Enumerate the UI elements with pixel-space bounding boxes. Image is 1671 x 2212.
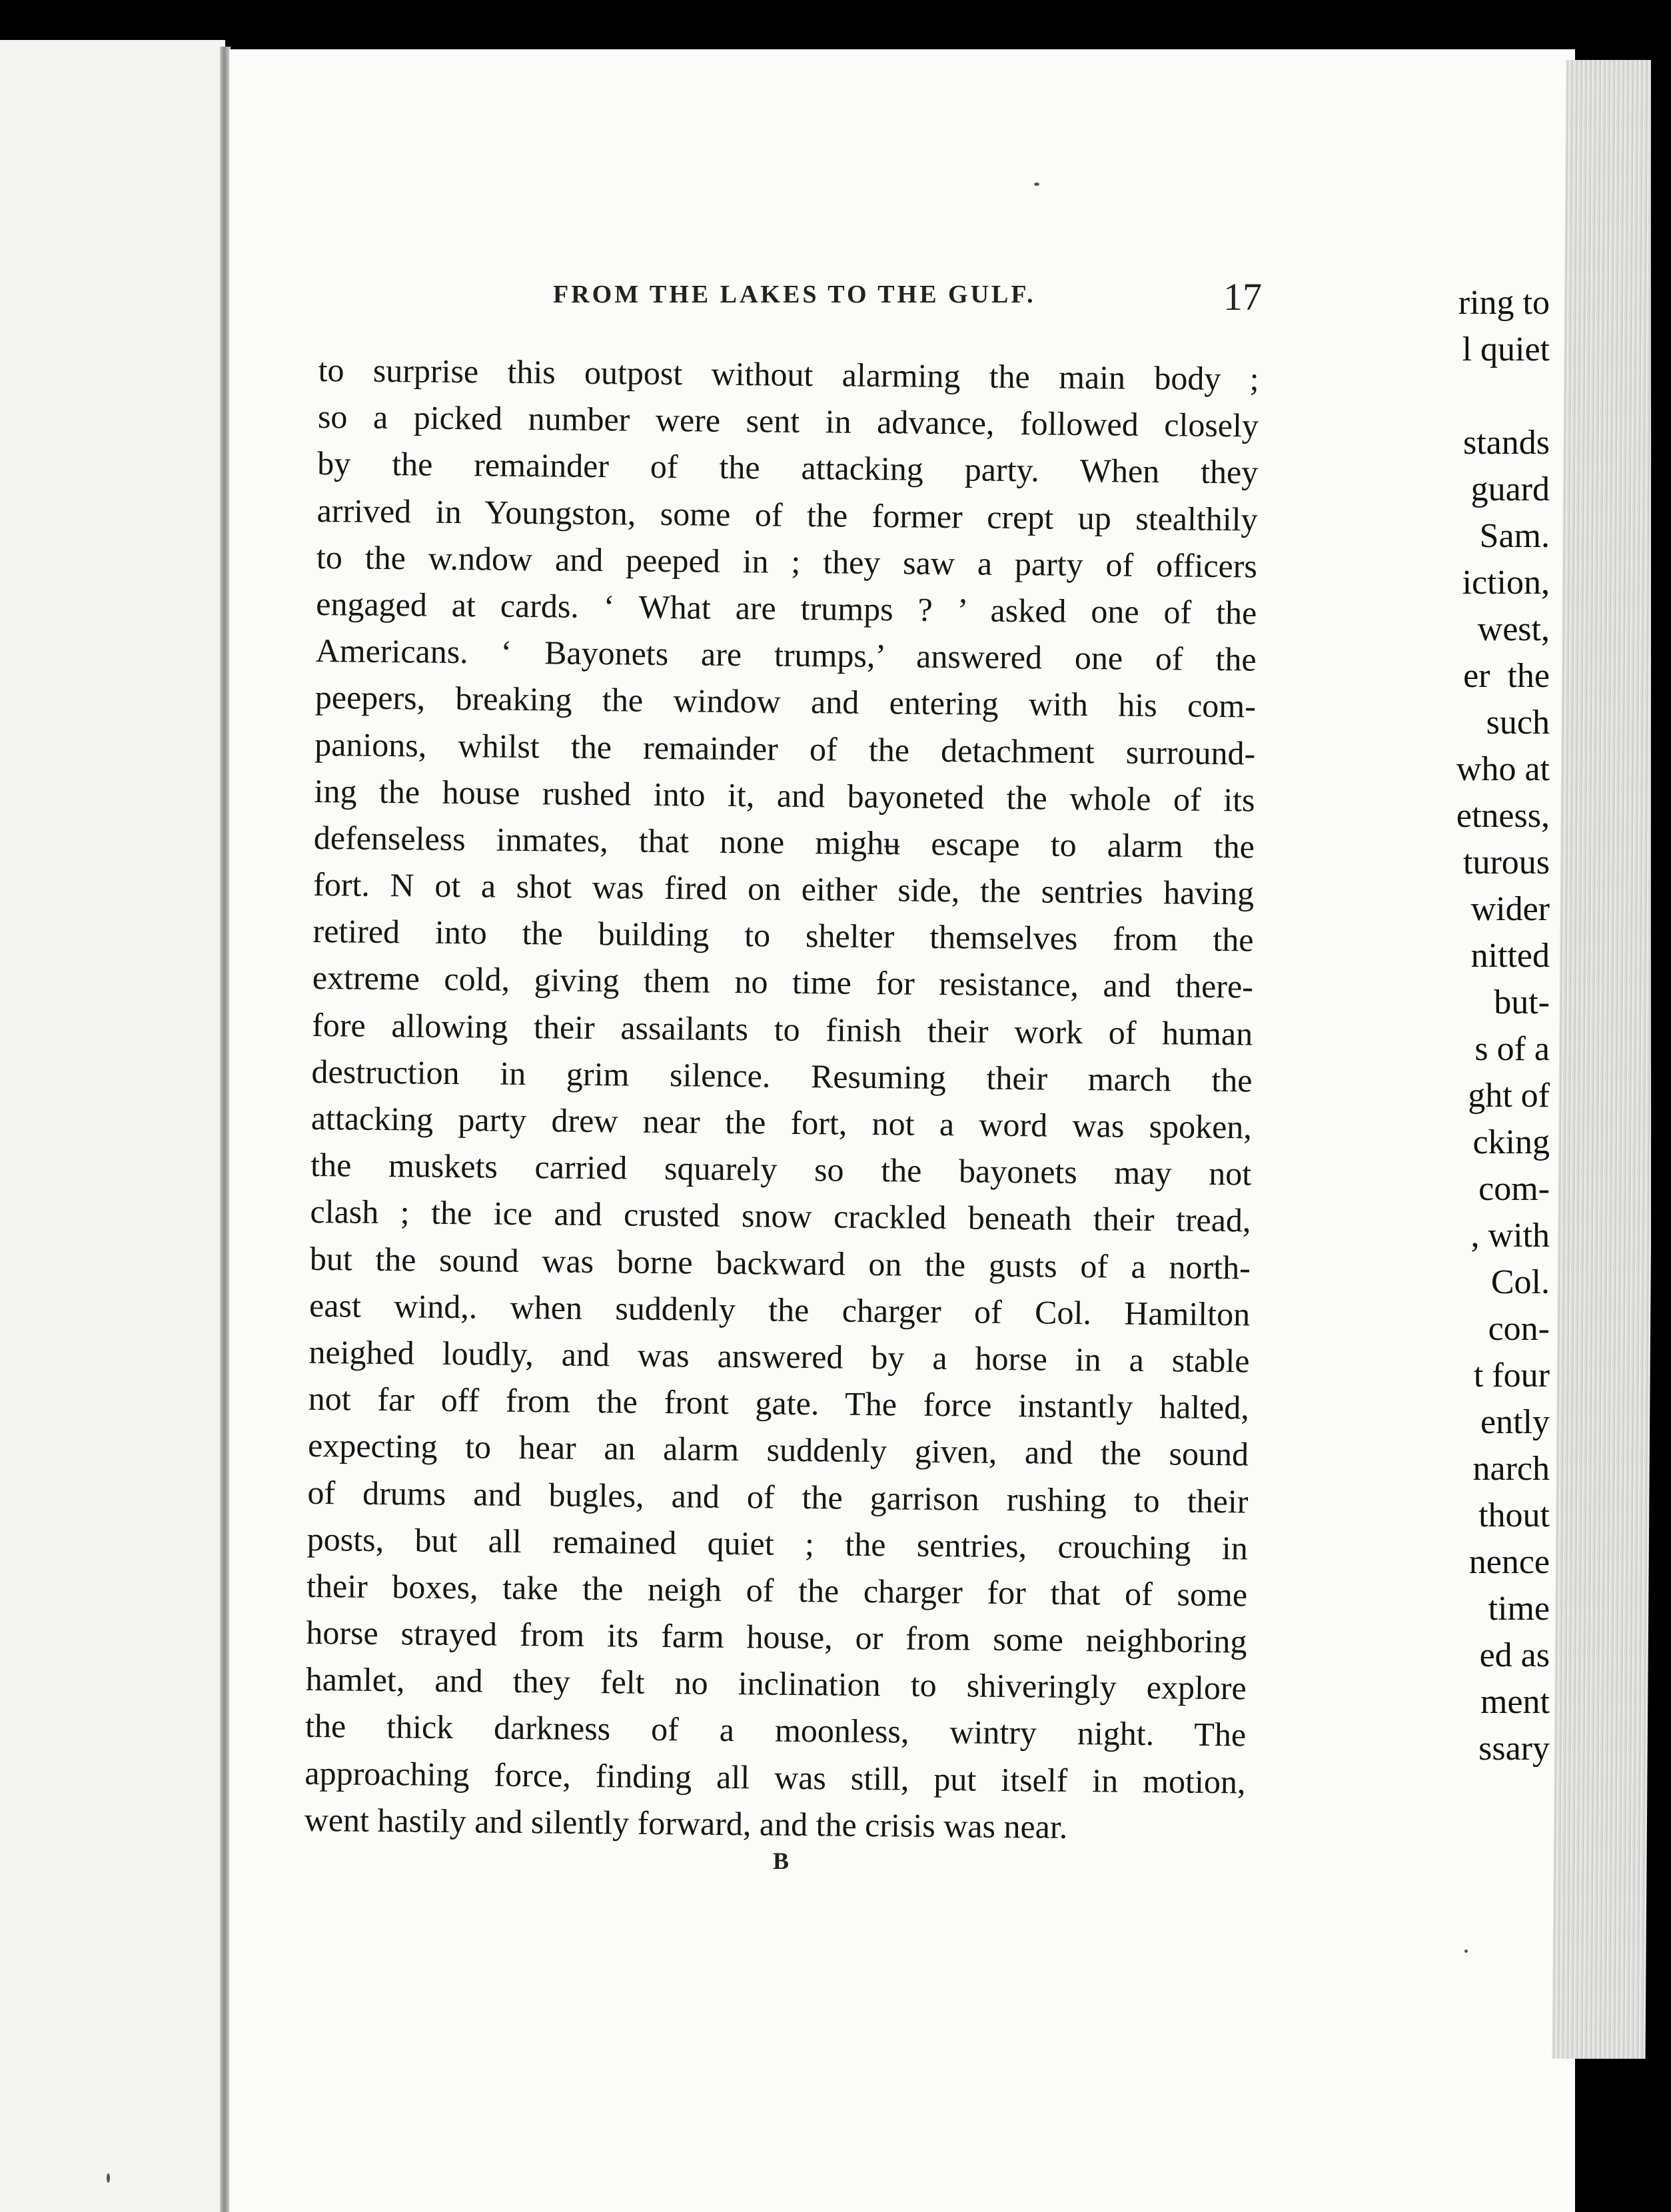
left-fragment-line: cking [1472,1123,1550,1161]
text-line: fore allowing their assailants to finish their work of human [311,1005,1253,1053]
text-line: retired into the building to shelter themselves from the [312,912,1254,959]
text-line: of drums and bugles, and of the garrison rushing to their [307,1473,1249,1520]
text-line: extreme cold, giving them no time for resistance, and there- [312,959,1254,1005]
left-fragment-line: who at [1456,750,1550,788]
text-line: their boxes, take the neigh of the charger for that of some [306,1566,1248,1614]
left-fragment-line: etness, [1456,797,1550,835]
left-fragment-line: l quiet [1462,330,1550,368]
left-fragment-line: nitted [1470,937,1550,975]
running-title: FROM THE LAKES TO THE GULF. [553,280,1036,308]
text-line: horse strayed from its farm house, or from some neighboring [306,1613,1247,1660]
left-fragment-line: ently [1480,1403,1550,1441]
left-fragment-line: s of a [1474,1030,1550,1068]
scan-border-top [0,0,1671,48]
text-line: fort. N ot a shot was fired on either side, the sentries having [312,865,1255,912]
left-fragment-line: but- [1494,983,1550,1021]
text-line: defenseless inmates, that none mighʉ escape to alarm the [313,818,1255,865]
text-line: by the remainder of the attacking party. When they [317,444,1259,491]
text-line: engaged at cards. ‘ What are trumps ? ’ asked one of the [316,584,1257,632]
text-line: to surprise this outpost without alarming the main body ; [318,350,1259,398]
left-fragment-line: Col. [1490,1263,1550,1301]
text-line: expecting to hear an alarm suddenly given, and the sound [307,1426,1249,1473]
text-line: peepers, breaking the window and entering with his com- [314,678,1257,725]
left-fragment-line: , with [1470,1217,1550,1255]
left-fragment-line: narch [1472,1450,1550,1488]
left-page [0,40,225,2212]
left-fragment-line: ght of [1468,1077,1550,1115]
text-line: not far off from the front gate. The force instantly halted, [308,1380,1250,1426]
text-line: so a picked number were sent in advance, followed closely [317,398,1259,444]
left-fragment-line: ment [1480,1683,1550,1721]
left-fragment-line: Sam. [1479,517,1550,555]
left-fragment-line: such [1486,704,1550,742]
text-line: neighed loudly, and was answered by a horse in a stable [308,1333,1250,1380]
text-line: the thick darkness of a moonless, wintry night. The [304,1707,1247,1754]
body-text [304,346,1259,1852]
text-line: attacking party drew near the fort, not a word was spoken, [310,1099,1253,1146]
left-fragment-line: t four [1473,1357,1550,1394]
text-line: panions, whilst the remainder of the detachment surround- [314,725,1256,772]
left-fragment-line: guard [1470,470,1550,508]
page-edges [1552,60,1660,2059]
left-fragment-line: time [1488,1590,1550,1628]
left-page-text-fragments [1416,280,1550,1772]
left-fragment-line: west, [1477,610,1550,648]
left-fragment-line: nence [1468,1543,1550,1581]
text-line: destruction in grim silence. Resuming their march the [311,1052,1253,1099]
text-line: approaching force, finding all was still, put itself in motion, [304,1754,1246,1801]
paper-speck [107,2173,110,2183]
text-line: but the sound was borne backward on the gusts of a north- [309,1239,1251,1287]
left-fragment-line: stands [1463,424,1550,462]
left-fragment-line: wider [1470,890,1550,928]
left-fragment-line: iction, [1462,564,1550,602]
left-fragment-line: turous [1463,843,1550,881]
page-header [553,275,1286,328]
left-fragment-line: thout [1478,1496,1550,1534]
text-line: arrived in Youngston, some of the former crept up stealthily [316,491,1258,538]
text-line: posts, but all remained quiet ; the sentries, crouching in [306,1520,1249,1567]
left-fragment-line: ring to [1458,284,1550,322]
left-fragment-line: er the [1463,657,1550,695]
left-fragment-line [1416,373,1550,420]
text-line: clash ; the ice and crusted snow crackled beneath their tread, [310,1193,1251,1239]
left-fragment-line: con- [1488,1310,1550,1348]
text-line: ing the house rushed into it, and bayoneted the whole of its [314,772,1255,819]
text-line: the muskets carried squarely so the bayonets may not [310,1146,1252,1193]
scan-border-right [1651,0,1671,2212]
left-fragment-line: ssary [1478,1730,1550,1768]
page-number: 17 [1223,275,1262,318]
text-line: to the w.ndow and peeped in ; they saw a party of officers [316,538,1258,585]
text-line: hamlet, and they felt no inclination to shiveringly explore [305,1660,1247,1707]
left-fragment-line: com- [1478,1170,1550,1208]
paper-speck [1464,1949,1468,1953]
left-fragment-line: ed as [1479,1636,1550,1674]
paper-speck [1034,183,1039,186]
signature-mark: B [773,1848,790,1874]
text-line: went hastily and silently forward, and the crisis was near. [304,1800,1068,1846]
text-line: east wind,. when suddenly the charger of Col. Hamilton [308,1286,1251,1333]
text-line: Americans. ‘ Bayonets are trumps,’ answered one of the [315,632,1257,678]
